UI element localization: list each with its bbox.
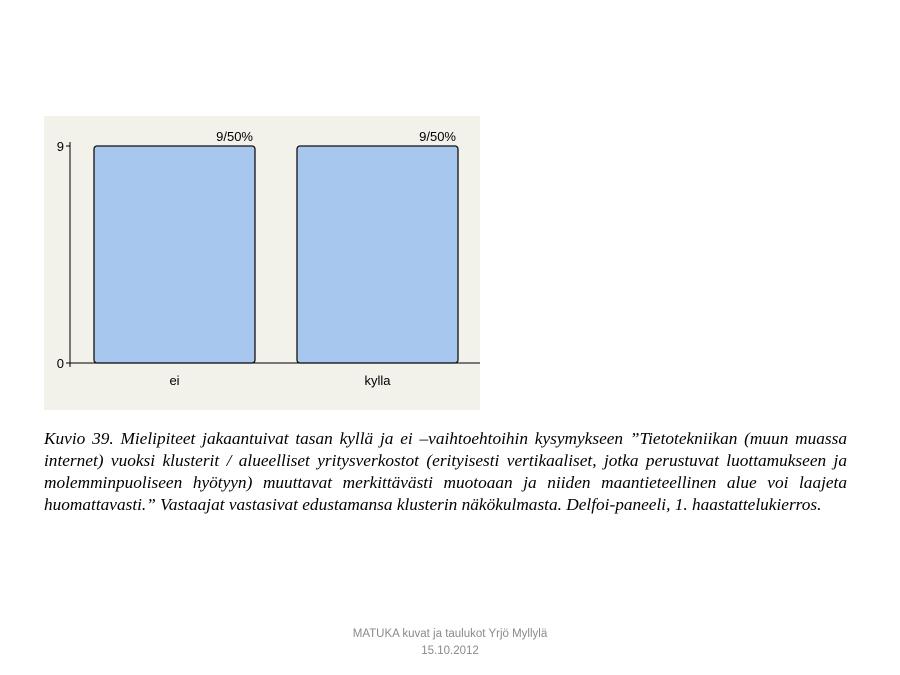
bar-ei xyxy=(94,146,255,363)
footer-author: MATUKA kuvat ja taulukot Yrjö Myllylä xyxy=(352,628,548,640)
chart-canvas xyxy=(44,116,480,410)
figure-caption: Kuvio 39. Mielipiteet jakaantuivat tasan kyllä ja ei –vaihtoehtoihin kysymykseen ”Tietotekniikan (muun muassa internet) vuoksi klusterit / alueelliset yritysverkostot (erityisesti vertikaaliset, jotka perustuvat luottamukseen ja molemminpuoliseen hyötyyn) muuttavat merkittävästi muotoaan ja niiden maantieteellinen alue voi laajeta huomattavasti.” Vastaajat vastasivat edustamansa klusterin näkökulmasta. Delfoi-paneeli, 1. haastattelukierros. xyxy=(44,429,847,514)
bar-chart xyxy=(44,116,480,410)
category-label-ei: ei xyxy=(169,373,180,388)
y-tick-label-0: 0 xyxy=(56,356,64,371)
bar-kylla xyxy=(297,146,458,363)
footer-date: 15.10.2012 xyxy=(421,645,479,657)
category-label-kylla: kylla xyxy=(364,373,391,388)
slide-footer xyxy=(250,626,650,660)
data-label-kylla: 9/50% xyxy=(419,129,456,144)
y-tick-label-9: 9 xyxy=(56,139,64,154)
data-label-ei: 9/50% xyxy=(216,129,253,144)
